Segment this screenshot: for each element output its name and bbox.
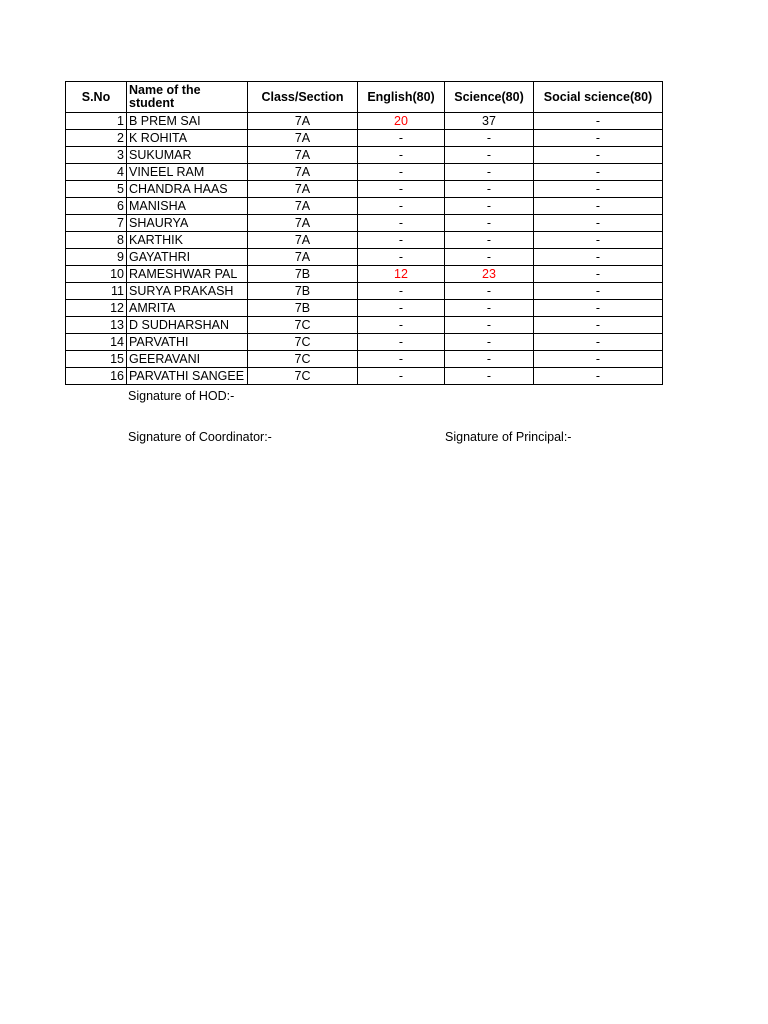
cell-class-section: 7A: [248, 130, 358, 147]
cell-english: -: [358, 147, 445, 164]
cell-english: -: [358, 164, 445, 181]
cell-science: -: [445, 164, 534, 181]
cell-student-name: K ROHITA: [127, 130, 248, 147]
cell-student-name: MANISHA: [127, 198, 248, 215]
cell-english: 12: [358, 266, 445, 283]
cell-social-science: -: [534, 113, 663, 130]
cell-science: -: [445, 334, 534, 351]
cell-english: -: [358, 334, 445, 351]
table-row: [66, 266, 663, 283]
cell-social-science: -: [534, 232, 663, 249]
cell-class-section: 7A: [248, 232, 358, 249]
cell-class-section: 7C: [248, 334, 358, 351]
header-sno: S.No: [66, 82, 127, 113]
table-row: [66, 113, 663, 130]
cell-class-section: 7B: [248, 266, 358, 283]
cell-social-science: -: [534, 215, 663, 232]
cell-social-science: -: [534, 368, 663, 385]
cell-class-section: 7C: [248, 368, 358, 385]
cell-class-section: 7A: [248, 181, 358, 198]
cell-sno: 8: [66, 232, 127, 249]
cell-social-science: -: [534, 198, 663, 215]
table-row: [66, 317, 663, 334]
cell-english: 20: [358, 113, 445, 130]
cell-student-name: KARTHIK: [127, 232, 248, 249]
cell-science: -: [445, 215, 534, 232]
cell-sno: 2: [66, 130, 127, 147]
cell-english: -: [358, 181, 445, 198]
cell-class-section: 7A: [248, 147, 358, 164]
header-science: Science(80): [445, 82, 534, 113]
header-class-section: Class/Section: [248, 82, 358, 113]
cell-social-science: -: [534, 266, 663, 283]
cell-science: -: [445, 300, 534, 317]
cell-science: -: [445, 198, 534, 215]
cell-sno: 5: [66, 181, 127, 198]
cell-social-science: -: [534, 351, 663, 368]
table-row: [66, 368, 663, 385]
cell-english: -: [358, 215, 445, 232]
table-body: [66, 113, 663, 385]
cell-social-science: -: [534, 334, 663, 351]
cell-science: -: [445, 130, 534, 147]
cell-social-science: -: [534, 249, 663, 266]
cell-english: -: [358, 249, 445, 266]
cell-science: -: [445, 249, 534, 266]
cell-sno: 9: [66, 249, 127, 266]
cell-social-science: -: [534, 300, 663, 317]
cell-science: -: [445, 351, 534, 368]
cell-english: -: [358, 130, 445, 147]
cell-science: 37: [445, 113, 534, 130]
cell-student-name: B PREM SAI: [127, 113, 248, 130]
cell-sno: 16: [66, 368, 127, 385]
cell-science: -: [445, 181, 534, 198]
table-row: [66, 283, 663, 300]
cell-social-science: -: [534, 283, 663, 300]
marks-table: [65, 81, 663, 385]
cell-student-name: CHANDRA HAAS: [127, 181, 248, 198]
cell-science: -: [445, 232, 534, 249]
table-row: [66, 130, 663, 147]
cell-sno: 7: [66, 215, 127, 232]
cell-sno: 12: [66, 300, 127, 317]
cell-science: -: [445, 317, 534, 334]
cell-sno: 3: [66, 147, 127, 164]
cell-english: -: [358, 317, 445, 334]
header-row: [66, 82, 663, 113]
signature-principal: Signature of Principal:-: [445, 430, 572, 444]
cell-english: -: [358, 300, 445, 317]
cell-social-science: -: [534, 181, 663, 198]
cell-class-section: 7A: [248, 113, 358, 130]
signature-coordinator: Signature of Coordinator:-: [128, 430, 272, 444]
table-row: [66, 232, 663, 249]
cell-student-name: SHAURYA: [127, 215, 248, 232]
cell-class-section: 7A: [248, 215, 358, 232]
signature-hod: Signature of HOD:-: [128, 389, 235, 403]
table-row: [66, 181, 663, 198]
table-row: [66, 147, 663, 164]
cell-science: -: [445, 147, 534, 164]
cell-sno: 1: [66, 113, 127, 130]
cell-student-name: SUKUMAR: [127, 147, 248, 164]
cell-student-name: GAYATHRI: [127, 249, 248, 266]
cell-student-name: PARVATHI SANGEE: [127, 368, 248, 385]
cell-class-section: 7C: [248, 351, 358, 368]
cell-student-name: VINEEL RAM: [127, 164, 248, 181]
cell-sno: 13: [66, 317, 127, 334]
cell-student-name: PARVATHI: [127, 334, 248, 351]
cell-english: -: [358, 368, 445, 385]
table-row: [66, 351, 663, 368]
cell-english: -: [358, 232, 445, 249]
cell-class-section: 7B: [248, 283, 358, 300]
cell-student-name: GEERAVANI: [127, 351, 248, 368]
cell-social-science: -: [534, 130, 663, 147]
cell-student-name: AMRITA: [127, 300, 248, 317]
cell-science: -: [445, 283, 534, 300]
cell-sno: 4: [66, 164, 127, 181]
cell-student-name: RAMESHWAR PAL: [127, 266, 248, 283]
cell-english: -: [358, 283, 445, 300]
cell-class-section: 7B: [248, 300, 358, 317]
cell-social-science: -: [534, 147, 663, 164]
header-social-science: Social science(80): [534, 82, 663, 113]
cell-sno: 6: [66, 198, 127, 215]
cell-social-science: -: [534, 164, 663, 181]
cell-class-section: 7A: [248, 164, 358, 181]
cell-sno: 10: [66, 266, 127, 283]
cell-sno: 14: [66, 334, 127, 351]
table-row: [66, 198, 663, 215]
cell-student-name: SURYA PRAKASH: [127, 283, 248, 300]
table-row: [66, 249, 663, 266]
cell-sno: 15: [66, 351, 127, 368]
cell-science: -: [445, 368, 534, 385]
cell-science: 23: [445, 266, 534, 283]
table-row: [66, 334, 663, 351]
table-row: [66, 215, 663, 232]
table-row: [66, 164, 663, 181]
cell-english: -: [358, 198, 445, 215]
cell-sno: 11: [66, 283, 127, 300]
cell-class-section: 7A: [248, 198, 358, 215]
header-english: English(80): [358, 82, 445, 113]
cell-english: -: [358, 351, 445, 368]
header-name: Name of the student: [127, 82, 248, 113]
cell-social-science: -: [534, 317, 663, 334]
cell-student-name: D SUDHARSHAN: [127, 317, 248, 334]
table-row: [66, 300, 663, 317]
cell-class-section: 7C: [248, 317, 358, 334]
cell-class-section: 7A: [248, 249, 358, 266]
